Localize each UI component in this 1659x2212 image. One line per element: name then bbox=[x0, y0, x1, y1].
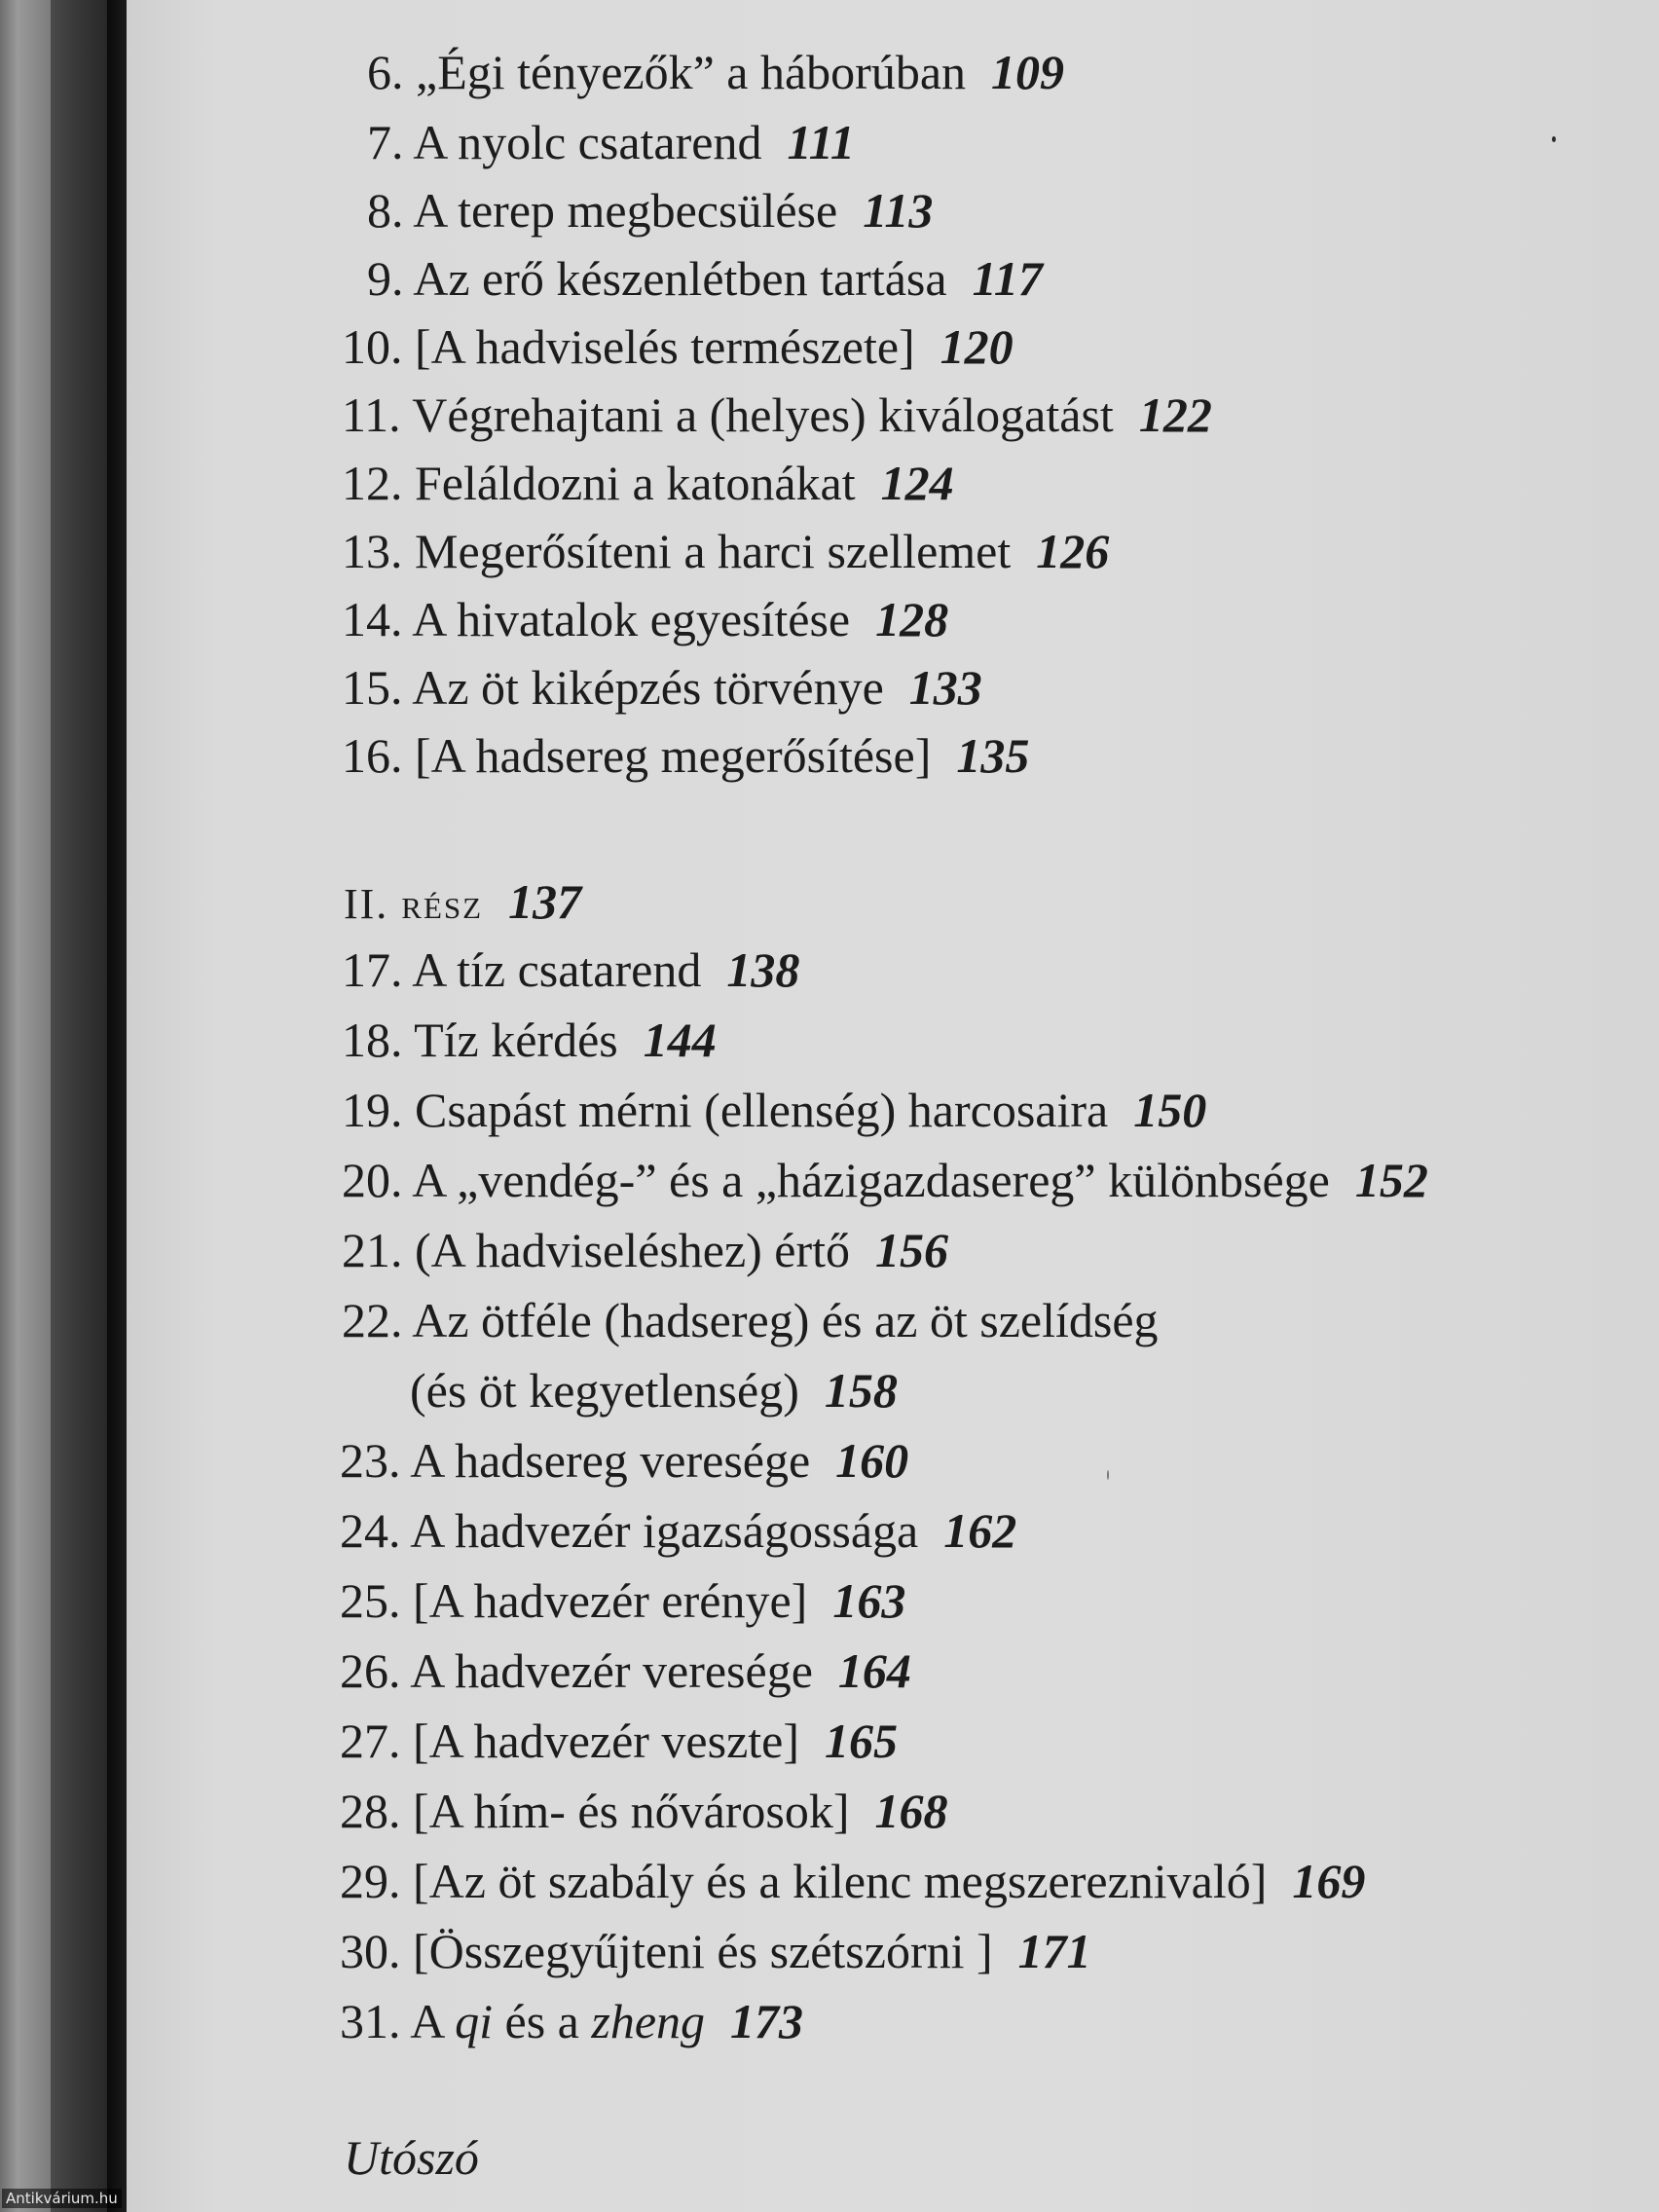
toc-entry-30: 30. [Összegyűjteni és szétszórni ] 171 bbox=[340, 1924, 1091, 1978]
page-number: 126 bbox=[1036, 524, 1110, 578]
toc-entry-13: 13. Megerősíteni a harci szellemet 126 bbox=[342, 524, 1110, 578]
book-spine-left bbox=[0, 0, 51, 2212]
page-number: 111 bbox=[787, 115, 855, 169]
toc-entry-27: 27. [A hadvezér veszte] 165 bbox=[340, 1714, 898, 1768]
toc-entry-14: 14. A hivatalok egyesítése 128 bbox=[342, 592, 949, 646]
page-number: 160 bbox=[835, 1433, 909, 1488]
toc-entry-28: 28. [A hím- és nővárosok] 168 bbox=[340, 1784, 948, 1838]
toc-entry-11: 11. Végrehajtani a (helyes) kiválogatást 122 bbox=[342, 387, 1212, 442]
toc-entry-6: 6. „Égi tényezők” a háborúban 109 bbox=[367, 45, 1065, 99]
page-number: 158 bbox=[824, 1363, 898, 1418]
toc-entry-12: 12. Feláldozni a katonákat 124 bbox=[342, 456, 954, 510]
toc-entry-18: 18. Tíz kérdés 144 bbox=[342, 1013, 717, 1067]
toc-entry-26: 26. A hadvezér veresége 164 bbox=[340, 1643, 911, 1698]
toc-entry-21: 21. (A hadviseléshez) értő 156 bbox=[342, 1223, 949, 1277]
page-number: 109 bbox=[991, 45, 1065, 99]
page-number: 163 bbox=[832, 1573, 906, 1628]
page-number: 122 bbox=[1138, 387, 1212, 442]
page-speck bbox=[1107, 1470, 1109, 1480]
page-number: 138 bbox=[726, 942, 800, 997]
page-number: 117 bbox=[972, 251, 1043, 306]
toc-entry-19: 19. Csapást mérni (ellenség) harcosaira 150 bbox=[342, 1083, 1207, 1137]
page-number: 168 bbox=[874, 1784, 948, 1838]
page-number: 171 bbox=[1017, 1924, 1091, 1978]
toc-entry-24: 24. A hadvezér igazságossága 162 bbox=[340, 1503, 1017, 1558]
afterword-heading: Utószó bbox=[344, 2130, 479, 2185]
page-number: 152 bbox=[1354, 1153, 1428, 1207]
toc-entry-16: 16. [A hadsereg megerősítése] 135 bbox=[342, 728, 1030, 783]
page-number: 133 bbox=[908, 660, 982, 715]
page-number: 137 bbox=[508, 874, 582, 929]
page-number: 165 bbox=[825, 1714, 898, 1768]
toc-entry-25: 25. [A hadvezér erénye] 163 bbox=[340, 1573, 906, 1628]
part-two-heading: II. rész 137 bbox=[344, 874, 582, 929]
toc-entry-22: 22. Az ötféle (hadsereg) és az öt szelídség bbox=[342, 1293, 1159, 1347]
page-number: 164 bbox=[837, 1643, 911, 1698]
toc-entry-17: 17. A tíz csatarend 138 bbox=[342, 942, 800, 997]
page-number: 120 bbox=[940, 319, 1014, 374]
page-number: 150 bbox=[1133, 1083, 1207, 1137]
toc-entry-10: 10. [A hadviselés természete] 120 bbox=[342, 319, 1014, 374]
toc-entry-20: 20. A „vendég-” és a „házigazdasereg” különbsége 152 bbox=[342, 1153, 1428, 1207]
page-number: 162 bbox=[943, 1503, 1017, 1558]
page-number: 113 bbox=[863, 183, 934, 238]
page-number: 124 bbox=[880, 456, 954, 510]
toc-entry-31: 31. A qi és a zheng 173 bbox=[340, 1994, 804, 2048]
page-number: 144 bbox=[643, 1013, 717, 1067]
page-number: 173 bbox=[730, 1994, 804, 2048]
page-speck bbox=[1552, 136, 1556, 142]
toc-entry-22-continued: (és öt kegyetlenség) 158 bbox=[410, 1363, 898, 1418]
page-number: 128 bbox=[875, 592, 949, 646]
toc-entry-7: 7. A nyolc csatarend 111 bbox=[367, 115, 855, 169]
page-number: 169 bbox=[1292, 1854, 1366, 1908]
page-number: 135 bbox=[956, 728, 1030, 783]
watermark: Antikvárium.hu bbox=[2, 2189, 122, 2208]
toc-entry-23: 23. A hadsereg veresége 160 bbox=[340, 1433, 909, 1488]
page-edge-shadow bbox=[107, 0, 127, 2212]
toc-entry-29: 29. [Az öt szabály és a kilenc megszereznivaló] 169 bbox=[340, 1854, 1366, 1908]
toc-entry-15: 15. Az öt kiképzés törvénye 133 bbox=[342, 660, 982, 715]
toc-entry-9: 9. Az erő készenlétben tartása 117 bbox=[367, 251, 1043, 306]
toc-entry-8: 8. A terep megbecsülése 113 bbox=[367, 183, 934, 238]
page-number: 156 bbox=[875, 1223, 949, 1277]
